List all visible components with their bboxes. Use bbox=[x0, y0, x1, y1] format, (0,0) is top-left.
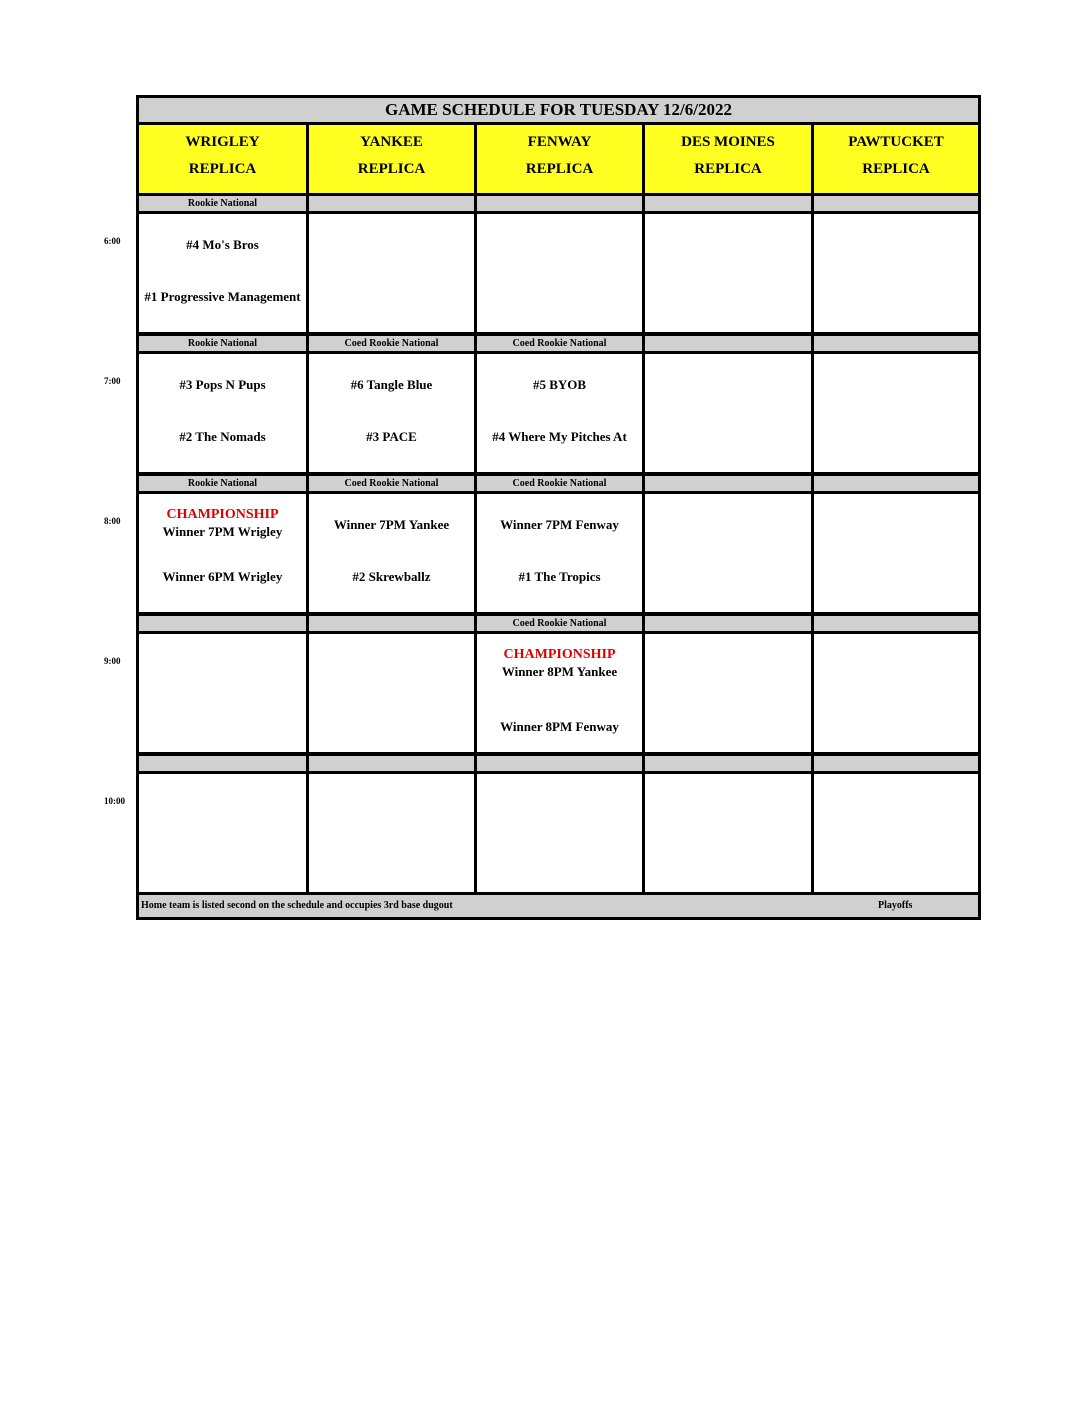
game-cell bbox=[139, 214, 306, 332]
away-team: #3 Pops N Pups bbox=[179, 377, 266, 392]
time-label: 8:00 bbox=[104, 516, 121, 526]
away-team: Winner 7PM Fenway bbox=[500, 517, 619, 532]
game-cell bbox=[477, 354, 642, 472]
game-cell-empty bbox=[814, 774, 978, 892]
game-cell-empty bbox=[477, 774, 642, 892]
field-type: REPLICA bbox=[694, 161, 762, 177]
division-label bbox=[645, 196, 811, 211]
game-cell bbox=[477, 494, 642, 612]
game-cell-empty bbox=[645, 634, 811, 752]
time-label: 6:00 bbox=[104, 236, 121, 246]
field-header-pawtucket bbox=[814, 125, 978, 193]
game-cell-empty bbox=[814, 494, 978, 612]
division-label bbox=[139, 756, 306, 771]
field-header-wrigley bbox=[139, 125, 306, 193]
field-type: REPLICA bbox=[862, 161, 930, 177]
division-label bbox=[477, 196, 642, 211]
championship-label: CHAMPIONSHIP bbox=[503, 647, 616, 662]
field-name: PAWTUCKET bbox=[848, 134, 944, 150]
game-cell bbox=[139, 354, 306, 472]
game-cell-empty bbox=[814, 354, 978, 472]
home-team-note: Home team is listed second on the schedule and occupies 3rd base dugout bbox=[141, 900, 453, 911]
schedule-footer bbox=[139, 895, 978, 917]
division-label bbox=[645, 336, 811, 351]
division-label: Rookie National bbox=[139, 196, 306, 211]
division-label: Coed Rookie National bbox=[309, 476, 474, 491]
home-team: #1 Progressive Management bbox=[144, 289, 301, 304]
field-type: REPLICA bbox=[525, 161, 594, 177]
time-label: 7:00 bbox=[104, 376, 121, 386]
field-header-yankee bbox=[309, 125, 474, 193]
division-label bbox=[645, 756, 811, 771]
game-cell-empty bbox=[645, 774, 811, 892]
division-label bbox=[645, 616, 811, 631]
field-name: WRIGLEY bbox=[185, 134, 260, 150]
division-label bbox=[477, 756, 642, 771]
time-label: 10:00 bbox=[104, 796, 125, 806]
field-type: REPLICA bbox=[188, 161, 257, 177]
game-cell-empty bbox=[814, 634, 978, 752]
championship-game bbox=[477, 646, 642, 680]
playoffs-tag: Playoffs bbox=[878, 900, 913, 911]
game-cell-empty bbox=[309, 214, 474, 332]
away-team: #5 BYOB bbox=[532, 377, 587, 392]
home-team: #1 The Tropics bbox=[518, 569, 601, 584]
division-label bbox=[309, 756, 474, 771]
division-label bbox=[814, 196, 978, 211]
game-cell-empty bbox=[477, 214, 642, 332]
game-cell-empty bbox=[139, 774, 306, 892]
division-label bbox=[814, 336, 978, 351]
away-team: #4 Mo's Bros bbox=[186, 237, 259, 252]
home-team: Winner 8PM Fenway bbox=[500, 719, 619, 734]
game-cell-empty bbox=[139, 634, 306, 752]
time-label: 9:00 bbox=[104, 656, 121, 666]
schedule-title: GAME SCHEDULE FOR TUESDAY 12/6/2022 bbox=[139, 98, 978, 122]
away-team: Winner 7PM Wrigley bbox=[162, 524, 283, 539]
division-label bbox=[139, 616, 306, 631]
division-label bbox=[814, 476, 978, 491]
field-name: FENWAY bbox=[527, 134, 592, 150]
schedule-table bbox=[136, 95, 981, 920]
game-cell bbox=[477, 634, 642, 752]
championship-game bbox=[139, 506, 306, 540]
game-cell-empty bbox=[645, 214, 811, 332]
division-label: Coed Rookie National bbox=[477, 476, 642, 491]
division-label bbox=[309, 616, 474, 631]
championship-label: CHAMPIONSHIP bbox=[166, 507, 279, 522]
game-cell-empty bbox=[309, 634, 474, 752]
home-team: #4 Where My Pitches At bbox=[492, 429, 627, 444]
game-cell-empty bbox=[814, 214, 978, 332]
game-cell bbox=[139, 494, 306, 612]
away-team: #6 Tangle Blue bbox=[350, 377, 433, 392]
division-label bbox=[309, 196, 474, 211]
game-cell-empty bbox=[645, 354, 811, 472]
field-type: REPLICA bbox=[357, 161, 426, 177]
home-team: Winner 6PM Wrigley bbox=[162, 569, 283, 584]
field-name: DES MOINES bbox=[681, 134, 775, 150]
field-header-fenway bbox=[477, 125, 642, 193]
away-team: Winner 7PM Yankee bbox=[333, 517, 450, 532]
division-label bbox=[814, 616, 978, 631]
home-team: #2 Skrewballz bbox=[352, 569, 431, 584]
game-cell bbox=[309, 494, 474, 612]
division-label: Rookie National bbox=[139, 476, 306, 491]
away-team: Winner 8PM Yankee bbox=[501, 664, 618, 679]
division-label bbox=[645, 476, 811, 491]
game-cell-empty bbox=[645, 494, 811, 612]
game-cell-empty bbox=[309, 774, 474, 892]
division-label: Coed Rookie National bbox=[477, 616, 642, 631]
division-label: Rookie National bbox=[139, 336, 306, 351]
home-team: #3 PACE bbox=[366, 429, 417, 444]
division-label bbox=[814, 756, 978, 771]
field-name: YANKEE bbox=[360, 134, 423, 150]
field-header-des-moines bbox=[645, 125, 811, 193]
game-cell bbox=[309, 354, 474, 472]
division-label: Coed Rookie National bbox=[309, 336, 474, 351]
division-label: Coed Rookie National bbox=[477, 336, 642, 351]
home-team: #2 The Nomads bbox=[179, 429, 266, 444]
